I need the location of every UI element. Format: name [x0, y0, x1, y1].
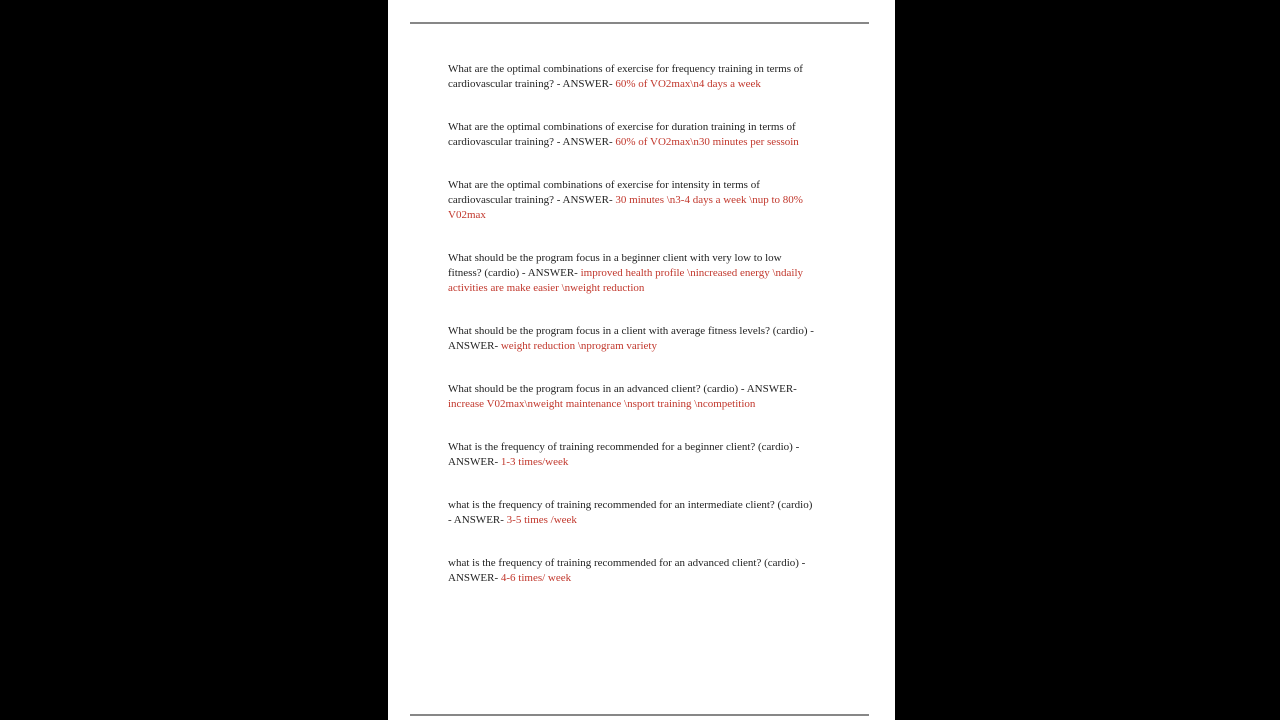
qa-line: [448, 120, 888, 135]
question-text: what is the frequency of training recommended for an intermediate client? (cardio): [448, 499, 813, 511]
qa-block: [448, 324, 888, 354]
question-text: cardiovascular training? - ANSWER-: [448, 78, 616, 90]
answer-text: 1-3 times/week: [500, 456, 569, 468]
qa-line: [448, 324, 888, 339]
answer-text: increase V02max\nweight maintenance \nsport training \ncompetition: [448, 398, 756, 410]
question-text: ANSWER-: [448, 340, 501, 352]
answer-text: 4-6 times/ week: [500, 572, 572, 584]
question-text: What are the optimal combinations of exercise for frequency training in terms of: [448, 63, 803, 75]
qa-line: [448, 266, 888, 281]
question-text: cardiovascular training? - ANSWER-: [448, 194, 616, 206]
answer-text: 60% of VO2max\n30 minutes per sessoin: [615, 136, 799, 148]
answer-text: improved health profile \nincreased energy \ndaily: [580, 267, 804, 279]
qa-line: [448, 208, 888, 223]
qa-line: [448, 339, 888, 354]
qa-line: [448, 556, 888, 571]
question-text: what is the frequency of training recommended for an advanced client? (cardio) -: [448, 557, 806, 569]
qa-block: [448, 251, 888, 296]
qa-line: [448, 281, 888, 296]
qa-block: [448, 120, 888, 150]
question-text: What should be the program focus in an advanced client? (cardio) - ANSWER-: [448, 383, 797, 395]
qa-line: [448, 135, 888, 150]
qa-block: [448, 556, 888, 586]
qa-line: [448, 498, 888, 513]
qa-line: [448, 62, 888, 77]
qa-line: [448, 513, 888, 528]
qa-block: [448, 62, 888, 92]
qa-line: [448, 251, 888, 266]
question-text: What should be the program focus in a client with average fitness levels? (cardio) -: [448, 325, 814, 337]
question-text: - ANSWER-: [448, 514, 507, 526]
qa-line: [448, 397, 888, 412]
question-text: What should be the program focus in a beginner client with very low to low: [448, 252, 782, 264]
answer-text: 3-5 times /week: [506, 514, 577, 526]
qa-line: [448, 571, 888, 586]
question-text: cardiovascular training? - ANSWER-: [448, 136, 616, 148]
question-text: What are the optimal combinations of exercise for duration training in terms of: [448, 121, 796, 133]
qa-line: [448, 178, 888, 193]
question-text: What is the frequency of training recommended for a beginner client? (cardio) -: [448, 441, 800, 453]
question-text: ANSWER-: [448, 456, 501, 468]
qa-block: [448, 178, 888, 223]
answer-text: V02max: [448, 209, 486, 221]
question-text: What are the optimal combinations of exercise for intensity in terms of: [448, 179, 760, 191]
qa-list: [448, 62, 888, 614]
top-horizontal-rule: [410, 22, 869, 24]
answer-text: 30 minutes \n3-4 days a week \nup to 80%: [615, 194, 803, 206]
qa-block: [448, 498, 888, 528]
document-page: [388, 0, 895, 720]
qa-line: [448, 440, 888, 455]
qa-block: [448, 440, 888, 470]
bottom-horizontal-rule: [410, 714, 869, 716]
qa-line: [448, 455, 888, 470]
question-text: ANSWER-: [448, 572, 501, 584]
answer-text: 60% of VO2max\n4 days a week: [615, 78, 761, 90]
qa-line: [448, 193, 888, 208]
answer-text: activities are make easier \nweight reduction: [448, 282, 645, 294]
answer-text: weight reduction \nprogram variety: [500, 340, 657, 352]
qa-block: [448, 382, 888, 412]
qa-line: [448, 382, 888, 397]
qa-line: [448, 77, 888, 92]
question-text: fitness? (cardio) - ANSWER-: [448, 267, 581, 279]
